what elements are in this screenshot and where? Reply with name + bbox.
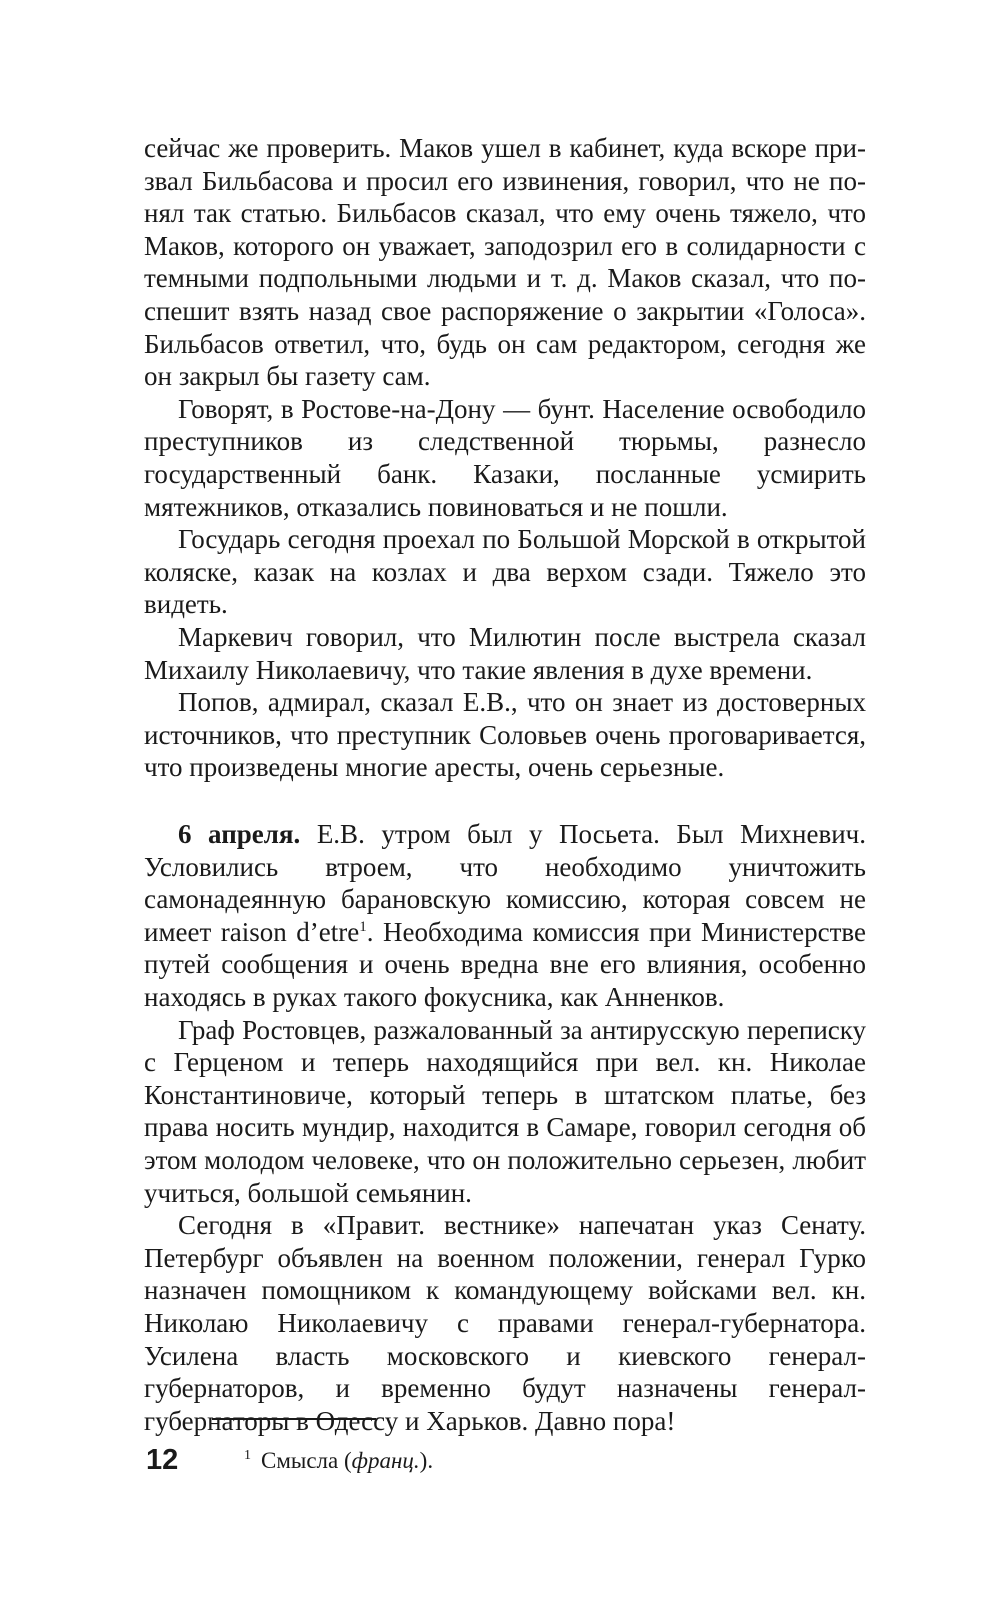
paragraph-continuation: сейчас же проверить. Маков ушел в кабинет, куда вскоре призвал Бильбасова и просил его извинения, говорил, что не понял так статью. Бильбасов сказал, что ему очень тяжело, что Маков, которого он уважает, заподозрил его в солидарности с темными подпольными людьми и т. д. Маков сказал, что поспешит взять назад свое распоряжение о закрытии «Голоса». Бильбасов ответил, что, будь он сам редактором, сегодня же он закрыл бы газету сам. (144, 133, 866, 392)
entry-rest-text: . Необходима комиссия при Министерстве путей сообщения и очень вредна вне его влияния, особенно находясь в руках такого фокусника, как Анненков. (144, 916, 866, 1012)
paragraph-senate-decree: Сегодня в «Правит. вестнике» напечатан указ Сенату. Петербург объявлен на военном положении, генерал Гурко назначен помощником к командующему войсками вел. кн. Николаю Николаевичу с правами генерал-губернатора. Усилена власть московского и киевского генерал-губернаторов, и временно будут назначены генерал-губернаторы в Одессу и Харьков. Давно пора! (144, 1210, 866, 1436)
paragraph-rostov-riot: Говорят, в Ростове-на-Дону — бунт. Население освободило преступников из следственной тюрьмы, разнесло государственный банк. Казаки, посланные усмирить мятежников, отказались повиноваться и не пошли. (144, 393, 866, 522)
diary-text-section-1 (144, 132, 866, 784)
page-number: 12 (146, 1444, 179, 1476)
diary-entry-april-6 (144, 818, 866, 1437)
footnote-reference[interactable]: 1 (359, 918, 367, 935)
footnote-divider (212, 1418, 376, 1420)
footnote-mark: 1 (244, 1448, 251, 1464)
footnote-tail: ). (419, 1448, 434, 1473)
footnote-text: Смысла ( (261, 1448, 352, 1473)
entry-date-label: 6 апреля. (178, 819, 301, 849)
entry-opening-paragraph (144, 818, 866, 1014)
paragraph-popov: Попов, адмирал, сказал Е.В., что он знает из достоверных источников, что преступник Соловьев очень проговаривается, что произведены многие аресты, очень серьезные. (144, 687, 866, 783)
footnote (244, 1446, 433, 1476)
entry-intro-text: Е.В. утром был у Посьета. Был Михневич. Условились втроем, что необходимо уничтожить самонадеянную барановскую комиссию, которая совсем не имеет raison d’etre (144, 819, 866, 947)
paragraph-rostovtsev: Граф Ростовцев, разжалованный за антирусскую переписку с Герценом и теперь находящийся при вел. кн. Николае Константиновиче, который теперь в штатском платье, без права носить мундир, находится в Самаре, говорил сегодня об этом молодом человеке, что он положительно серьезен, любит учиться, большой семьянин. (144, 1014, 866, 1208)
paragraph-emperor-ride: Государь сегодня проехал по Большой Морской в открытой коляске, казак на козлах и два верхом сзади. Тяжело это видеть. (144, 524, 866, 620)
footnote-language: франц. (351, 1448, 420, 1473)
paragraph-markevich: Маркевич говорил, что Милютин после выстрела сказал Михаилу Николаевичу, что такие явления в духе времени. (144, 621, 866, 685)
